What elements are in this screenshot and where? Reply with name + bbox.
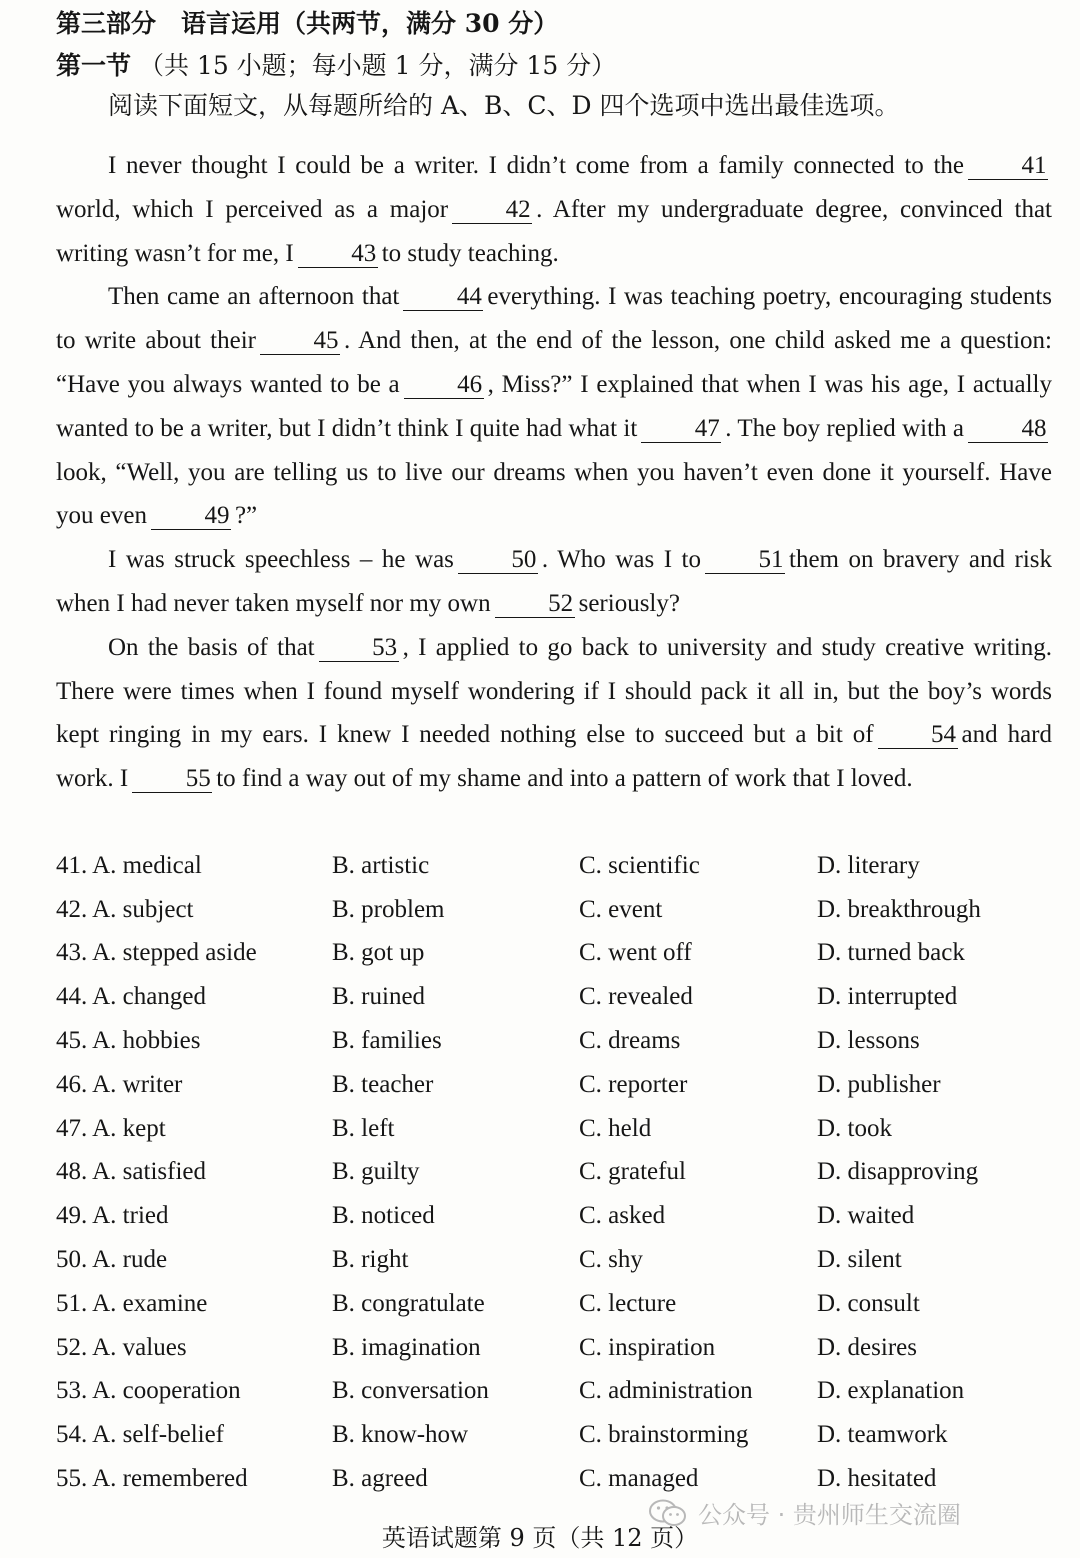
option-41-a: 41. A. medical (56, 851, 202, 879)
option-53-a: 53. A. cooperation (56, 1377, 241, 1405)
blank-46: 46 (404, 372, 484, 399)
blank-54: 54 (878, 722, 958, 749)
passage-text: world, which I perceived as a major (56, 195, 449, 223)
blank-53: 53 (319, 635, 399, 662)
option-50-d: D. silent (817, 1246, 902, 1274)
passage-paragraph-1 (56, 144, 1052, 275)
option-row-53 (56, 1370, 1056, 1414)
option-49-d: D. waited (817, 1202, 915, 1230)
option-48-d: D. disapproving (817, 1158, 979, 1186)
option-55-d: D. hesitated (817, 1465, 937, 1493)
option-47-d: D. took (817, 1114, 892, 1142)
passage-text: I never thought I could be a writer. I didn’t come from a family connected to the (108, 152, 964, 179)
option-row-48 (56, 1151, 1056, 1195)
option-52-a: 52. A. values (56, 1333, 187, 1361)
option-42-b: B. problem (332, 895, 445, 923)
passage-text: Then came an afternoon that (108, 283, 400, 311)
passage-paragraph-4 (56, 626, 1052, 801)
option-54-d: D. teamwork (817, 1421, 948, 1449)
option-row-45 (56, 1019, 1056, 1063)
passage-text: , I applied to go back to university and study creative writing. There were times when I found myself wondering if I should pack it all in, but the boy’s words kept ringing in my ears. I knew I needed nothing else to succeed but a bit of (56, 633, 1052, 749)
option-43-b: B. got up (332, 939, 425, 967)
blank-52: 52 (495, 591, 575, 618)
option-46-a: 46. A. writer (56, 1070, 183, 1098)
blank-50: 50 (458, 547, 538, 574)
option-row-49 (56, 1194, 1056, 1238)
passage-text: to study teaching. (381, 239, 559, 267)
section-description: （共 15 小题；每小题 1 分，满分 15 分） (138, 51, 617, 80)
option-46-c: C. reporter (579, 1070, 688, 1098)
passage-text: . After my undergraduate degree, convinced that writing wasn’t for me, I (56, 195, 1052, 267)
option-49-a: 49. A. tried (56, 1202, 169, 1230)
option-45-a: 45. A. hobbies (56, 1027, 201, 1055)
option-46-d: D. publisher (817, 1070, 941, 1098)
option-48-a: 48. A. satisfied (56, 1158, 206, 1186)
option-43-a: 43. A. stepped aside (56, 939, 257, 967)
option-48-c: C. grateful (579, 1158, 686, 1186)
option-44-c: C. revealed (579, 983, 693, 1011)
option-44-b: B. ruined (332, 983, 426, 1011)
passage-text: . The boy replied with a (725, 414, 964, 442)
option-row-50 (56, 1238, 1056, 1282)
passage-text: seriously? (578, 589, 680, 617)
blank-42: 42 (452, 197, 532, 224)
page-footer: 英语试题第 9 页（共 12 页） (381, 1524, 699, 1552)
option-51-b: B. congratulate (332, 1289, 485, 1317)
option-41-b: B. artistic (332, 851, 430, 879)
option-row-42 (56, 888, 1056, 932)
section-title: 第一节 (56, 51, 132, 80)
option-42-d: D. breakthrough (817, 895, 981, 923)
cloze-passage (56, 144, 1052, 801)
option-54-b: B. know-how (332, 1421, 469, 1449)
passage-text: , Miss?” I explained that when I was his age, I actually wanted to be a writer, but I didn’t think I quite had what it (56, 370, 1052, 442)
blank-48: 48 (968, 416, 1048, 443)
option-row-44 (56, 975, 1056, 1019)
passage-text: . And then, at the end of the lesson, one child asked me a question: “Have you always wanted to be a (56, 327, 1052, 398)
option-row-52 (56, 1326, 1056, 1370)
option-54-a: 54. A. self-belief (56, 1421, 225, 1449)
blank-55: 55 (132, 766, 212, 793)
watermark-text: 公众号 · 贵州师生交流圈 (698, 1501, 961, 1529)
option-47-b: B. left (332, 1114, 395, 1142)
option-52-c: C. inspiration (579, 1333, 716, 1361)
passage-text: everything. I was teaching poetry, encouraging students to write about their (56, 283, 1052, 355)
blank-49: 49 (151, 503, 231, 530)
blank-41: 41 (968, 153, 1048, 180)
option-44-d: D. interrupted (817, 983, 958, 1011)
option-47-c: C. held (579, 1114, 652, 1142)
passage-paragraph-2 (56, 275, 1052, 538)
passage-text: to find a way out of my shame and into a pattern of work that I loved. (216, 765, 913, 793)
option-55-c: C. managed (579, 1465, 699, 1493)
blank-43: 43 (298, 241, 378, 268)
blank-45: 45 (260, 328, 340, 355)
option-52-d: D. desires (817, 1333, 917, 1361)
passage-text: On the basis of that (108, 633, 315, 661)
option-49-b: B. noticed (332, 1202, 435, 1230)
passage-text: ?” (234, 502, 258, 530)
passage-paragraph-3 (56, 538, 1052, 626)
blank-51: 51 (705, 547, 785, 574)
option-55-b: B. agreed (332, 1465, 428, 1493)
option-41-d: D. literary (817, 851, 920, 879)
option-row-47 (56, 1107, 1056, 1151)
option-42-a: 42. A. subject (56, 895, 194, 923)
option-49-c: C. asked (579, 1202, 666, 1230)
option-51-d: D. consult (817, 1289, 920, 1317)
instruction-text: 阅读下面短文，从每题所给的 A、B、C、D 四个选项中选出最佳选项。 (108, 91, 900, 120)
option-row-43 (56, 932, 1056, 976)
option-45-b: B. families (332, 1027, 442, 1055)
option-50-c: C. shy (579, 1246, 643, 1274)
blank-47: 47 (641, 416, 721, 443)
passage-text: and hard work. I (56, 721, 1052, 793)
option-row-41 (56, 844, 1056, 888)
option-53-b: B. conversation (332, 1377, 489, 1405)
option-row-51 (56, 1282, 1056, 1326)
option-54-c: C. brainstorming (579, 1421, 749, 1449)
option-41-c: C. scientific (579, 851, 700, 879)
passage-text: I was struck speechless – he was (108, 546, 454, 574)
part-heading: 第三部分 语言运用（共两节，满分 30 分） (56, 9, 559, 38)
option-55-a: 55. A. remembered (56, 1465, 248, 1493)
option-52-b: B. imagination (332, 1333, 481, 1361)
option-47-a: 47. A. kept (56, 1114, 166, 1142)
answer-options (56, 844, 1056, 1501)
option-44-a: 44. A. changed (56, 983, 206, 1011)
option-50-b: B. right (332, 1246, 409, 1274)
option-53-d: D. explanation (817, 1377, 965, 1405)
option-45-d: D. lessons (817, 1027, 920, 1055)
option-53-c: C. administration (579, 1377, 753, 1405)
blank-44: 44 (403, 284, 483, 311)
option-42-c: C. event (579, 895, 663, 923)
option-46-b: B. teacher (332, 1070, 434, 1098)
option-row-54 (56, 1413, 1056, 1457)
passage-text: them on bravery and risk when I had never taken myself nor my own (56, 546, 1052, 617)
passage-text: . Who was I to (541, 546, 701, 574)
section-heading (56, 46, 616, 82)
option-43-c: C. went off (579, 939, 692, 967)
option-43-d: D. turned back (817, 939, 965, 967)
option-51-a: 51. A. examine (56, 1289, 208, 1317)
option-45-c: C. dreams (579, 1027, 681, 1055)
option-48-b: B. guilty (332, 1158, 420, 1186)
passage-text: look, “Well, you are telling us to live our dreams when you haven’t even done it yourself. Have you even (56, 458, 1052, 530)
option-row-46 (56, 1063, 1056, 1107)
option-51-c: C. lecture (579, 1289, 677, 1317)
option-50-a: 50. A. rude (56, 1246, 168, 1274)
